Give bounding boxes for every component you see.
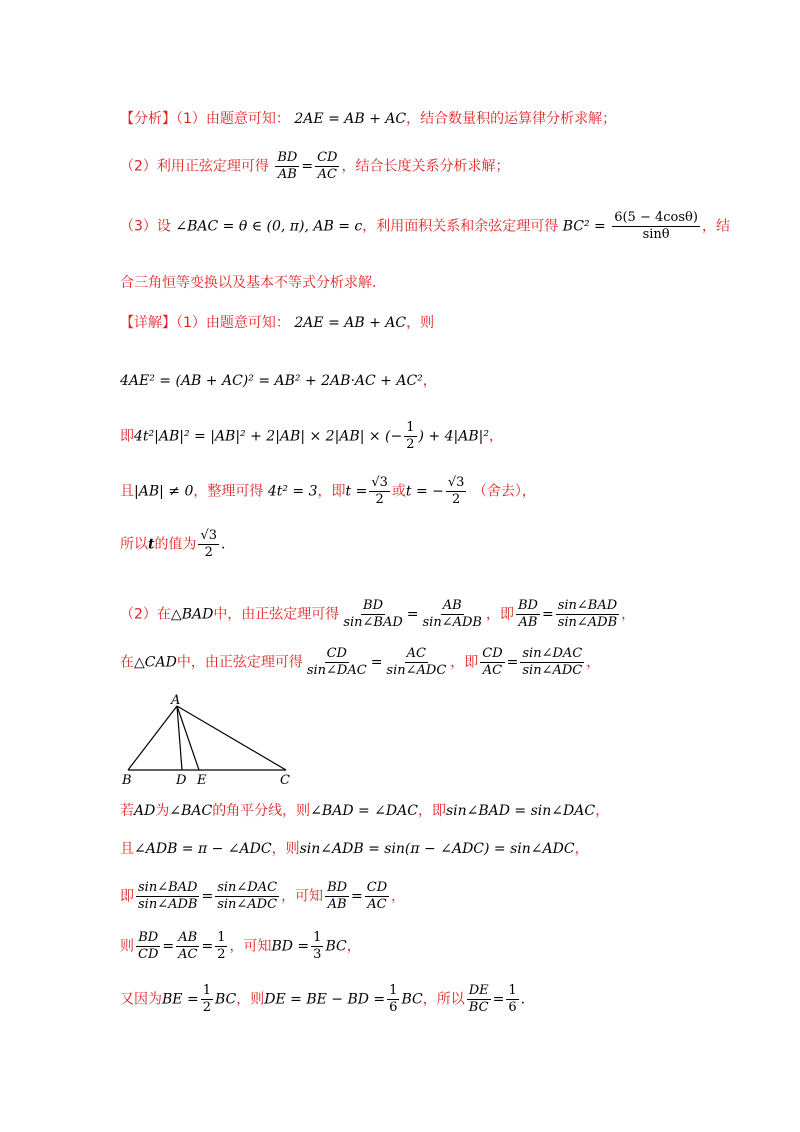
fraction: $\frac{√3}{2}$ bbox=[371, 475, 388, 507]
analysis-line-4: 合三角恒等变换以及基本不等式分析求解. bbox=[120, 275, 377, 291]
vector-equation: 2AE = AB + AC bbox=[294, 111, 407, 127]
analysis-tag: 【分析】 bbox=[120, 111, 176, 127]
label-e: E bbox=[197, 773, 207, 788]
detail-line-8: 若AD为∠BAC的角平分线，则∠BAD = ∠DAC，即sin∠BAD = sin∠DAC， bbox=[120, 803, 610, 819]
detail-line-9: 且∠ADB = π − ∠ADC，则sin∠ADB = sin(π − ∠ADC) = sin∠ADC， bbox=[120, 841, 589, 857]
segment-ae bbox=[177, 706, 199, 770]
detail-line-4: 且|AB| ≠ 0，整理可得 4t² = 3，即t = $\frac{√3}{2}$ 或t = − $\frac{√3}{2}$ （舍去）， bbox=[120, 475, 536, 507]
detail-line-7: 在△CAD中，由正弦定理可得 $\frac{CD}{\text{sin∠DAC}}$ = $\frac{AC}{\text{sin∠ADC}}$ ，即 $\frac{CD}{AC}$ = $\frac{\text{sin∠DAC}}{\text{sin∠ADC}}$ ， bbox=[120, 646, 601, 678]
label-d: D bbox=[176, 773, 187, 788]
detail-line-12: 又因为BE = $\frac{1}{2}$ BC，则DE = BE − BD = $\frac{1}{6}$ BC，所以 $\frac{DE}{BC}$ = $\frac{1}{6}$ . bbox=[120, 983, 526, 1015]
detail-line-5: 所以t的值为 $\frac{√3}{2}$ . bbox=[120, 528, 226, 560]
detail-line-3: 即4t²|AB|² = |AB|² + 2|AB| × 2|AB| × (− $\frac{1}{2}$ ) + 4|AB|²， bbox=[120, 420, 503, 452]
analysis-line-1: 【分析】（1）由题意可知： 2AE = AB + AC，结合数量积的运算律分析求解； bbox=[120, 111, 617, 127]
side-ab bbox=[128, 706, 177, 770]
fraction: $\frac{√3}{2}$ bbox=[447, 475, 465, 507]
detail-line-11: 则 $\frac{BD}{CD}$ = $\frac{AB}{AC}$ = $\frac{1}{2}$ ，可知BD = $\frac{1}{3}$ BC， bbox=[120, 930, 361, 962]
fraction: $\frac{√3}{2}$ bbox=[200, 528, 218, 560]
detail-tag: 【详解】 bbox=[120, 315, 176, 331]
fraction: $\frac{6(5 - 4\cos\theta)}{\sin\theta}$ bbox=[614, 210, 698, 242]
analysis-line-2: （2）利用正弦定理可得 $\frac{BD}{AB}$ = $\frac{CD}{AC}$ ，结合长度关系分析求解； bbox=[120, 150, 510, 182]
triangle-figure bbox=[116, 692, 316, 788]
fraction: $\frac{CD}{AC}$ bbox=[317, 150, 338, 182]
label-c: C bbox=[280, 773, 290, 788]
label-a: A bbox=[171, 693, 181, 708]
label-b: B bbox=[122, 773, 132, 788]
fraction: $\frac{1}{2}$ bbox=[406, 420, 415, 452]
detail-line-6: （2）在△BAD中，由正弦定理可得 $\frac{BD}{\text{sin∠BAD}}$ = $\frac{AB}{\text{sin∠ADB}}$ ，即 $\frac{BD}{AB}$ = $\frac{\text{sin∠BAD}}{\text{sin∠ADB}}$ ， bbox=[120, 598, 636, 630]
segment-ad bbox=[177, 706, 182, 770]
analysis-line-3: （3）设 ∠BAC = θ ∈ (0, π), AB = c，利用面积关系和余弦定理可得 BC² = $\frac{6(5 - 4\cos\theta)}{\sin\theta}$ ，结 bbox=[120, 210, 730, 242]
detail-line-10: 即 $\frac{\text{sin∠BAD}}{\text{sin∠ADB}}$ = $\frac{\text{sin∠DAC}}{\text{sin∠ADC}}$ ，可知 $\frac{BD}{AB}$ = $\frac{CD}{AC}$ ， bbox=[120, 880, 406, 912]
detail-line-2: 4AE² = (AB + AC)² = AB² + 2AB·AC + AC²， bbox=[120, 373, 437, 389]
fraction: $\frac{BD}{AB}$ bbox=[277, 150, 298, 182]
side-ac bbox=[177, 706, 286, 770]
detail-line-1: 【详解】（1）由题意可知： 2AE = AB + AC，则 bbox=[120, 315, 435, 331]
